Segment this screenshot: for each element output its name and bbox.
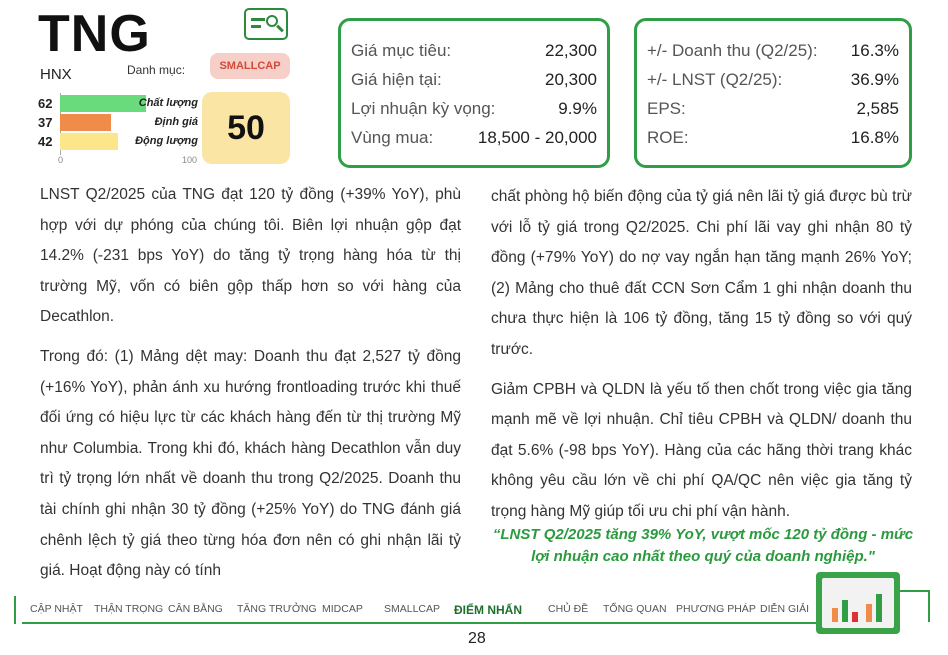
body-paragraph: chất phòng hộ biến động của tỷ giá nên lãi tỷ giá được bù trừ với lỗ tỷ giá trong Q2/2025. Chi phí lãi vay ghi nhận 80 tỷ đồng (+79% YoY) do nợ vay ngắn hạn tăng mạnh 26% YoY; (2) Mảng cho thuê đất CCN Sơn Cẩm 1 ghi nhận doanh thu chưa thực hiện là 106 tỷ đồng, tăng 15 tỷ đồng so với quý trước. (491, 188, 912, 358)
body-paragraph: Trong đó: (1) Mảng dệt may: Doanh thu đạt 2,527 tỷ đồng (+16% YoY), phản ánh xu hướng frontloading trước khi thuế đối ứng có hiệu lực từ các khách hàng đến từ thị trường Mỹ như Columbia. Trong khi đó, khách hàng Decathlon vẫn duy trì tỷ trọng lớn nhất về doanh thu trong Q2/2025. Doanh thu tài chính ghi nhận 30 tỷ đồng (+25% YoY) do TNG đánh giá chênh lệch tỷ giá theo từng hóa đơn nên có ghi nhận lãi tỷ giá. Hoạt động này có tính (40, 347, 461, 580)
axis-min-label: 0 (58, 155, 64, 165)
info-value: 22,300 (545, 41, 597, 60)
info-key: Lợi nhuận kỳ vọng: (351, 99, 496, 118)
info-row (647, 128, 899, 157)
nav-item-dien-giai[interactable]: DIỄN GIẢI (760, 603, 810, 615)
axis-max-label: 100 (182, 155, 198, 165)
info-value: 2,585 (856, 99, 899, 118)
info-key: +/- Doanh thu (Q2/25): (647, 41, 818, 60)
score-bars (38, 94, 200, 151)
category-label: Danh mục: (127, 63, 186, 77)
info-row (351, 99, 597, 128)
info-value: 16.8% (850, 128, 899, 147)
nav-item-than-trong[interactable]: THẬN TRỌNG (94, 603, 164, 615)
score-value: 42 (38, 134, 53, 149)
score-label: Định giá (154, 116, 198, 128)
info-row (351, 41, 597, 70)
info-value: 36.9% (850, 70, 899, 89)
info-value: 9.9% (558, 99, 597, 118)
body-paragraph: Giảm CPBH và QLDN là yếu tố then chốt trong việc gia tăng mạnh mẽ về lợi nhuận. Chỉ tiêu CPBH và QLDN/ doanh thu đạt 5.6% (-98 bps YoY). Hàng của các hãng thời trang khác không yêu cầu lớn về chi phí QA/QC nên việc gia tăng tỷ trọng hàng Mỹ giúp tối ưu chi phí vận hành. (491, 380, 912, 520)
body-paragraph: LNST Q2/2025 của TNG đạt 120 tỷ đồng (+39% YoY), phù hợp với dự phóng của chúng tôi. Biên lợi nhuận gộp đạt 14.2% (-231 bps YoY) do tăng tỷ trọng hàng hóa từ thị trường Mỹ, vốn có biên gộp thấp hơn so với hàng của Decathlon. (40, 186, 461, 326)
info-key: Giá hiện tại: (351, 70, 442, 89)
category-badge: SMALLCAP (210, 53, 290, 79)
highlight-quote: “LNST Q2/2025 tăng 39% YoY, vượt mốc 120 tỷ đồng - mức lợi nhuận cao nhất theo quý của doanh nghiệp." (492, 526, 914, 565)
info-key: EPS: (647, 99, 686, 118)
score-fill (60, 133, 118, 150)
financial-info-box (634, 18, 912, 168)
score-bar-valuation (38, 113, 200, 132)
search-document-icon[interactable] (244, 8, 288, 40)
ticker-symbol: TNG (38, 5, 151, 63)
body-column-right (491, 182, 912, 537)
dashboard-illustration-icon (816, 572, 900, 634)
info-row (647, 41, 899, 70)
info-key: Giá mục tiêu: (351, 41, 452, 60)
info-value: 16.3% (850, 41, 899, 60)
nav-item-phuong-phap[interactable]: PHƯƠNG PHÁP (676, 603, 756, 615)
page-number: 28 (468, 630, 486, 647)
nav-item-tang-truong[interactable]: TĂNG TRƯỞNG (237, 603, 317, 615)
price-info-box (338, 18, 610, 168)
body-column-left (40, 180, 461, 596)
score-fill (60, 114, 111, 131)
nav-item-diem-nhan[interactable]: ĐIỂM NHẤN (454, 603, 522, 617)
nav-start-mark (14, 596, 24, 624)
info-key: +/- LNST (Q2/25): (647, 70, 783, 89)
overall-score: 50 (202, 92, 290, 164)
exchange-label: HNX (40, 66, 72, 83)
score-bar-momentum (38, 132, 200, 151)
nav-line (22, 622, 822, 624)
nav-item-cap-nhat[interactable]: CẬP NHẬT (30, 603, 83, 615)
info-key: ROE: (647, 128, 689, 147)
nav-item-smallcap[interactable]: SMALLCAP (384, 603, 441, 615)
score-value: 37 (38, 115, 53, 130)
nav-item-chu-de[interactable]: CHỦ ĐỀ (548, 603, 589, 615)
info-row (647, 70, 899, 99)
info-row (351, 128, 597, 157)
circuit-line-decoration (900, 590, 930, 622)
info-row (351, 70, 597, 99)
score-value: 62 (38, 96, 53, 111)
info-value: 20,300 (545, 70, 597, 89)
score-label: Động lượng (135, 135, 198, 147)
info-key: Vùng mua: (351, 128, 434, 147)
score-label: Chất lượng (138, 97, 198, 109)
nav-item-can-bang[interactable]: CÂN BẰNG (168, 603, 223, 615)
info-row (647, 99, 899, 128)
score-bar-quality (38, 94, 200, 113)
info-value: 18,500 - 20,000 (477, 128, 597, 147)
score-fill (60, 95, 146, 112)
nav-item-midcap[interactable]: MIDCAP (322, 603, 363, 615)
nav-item-tong-quan[interactable]: TỔNG QUAN (603, 603, 667, 615)
